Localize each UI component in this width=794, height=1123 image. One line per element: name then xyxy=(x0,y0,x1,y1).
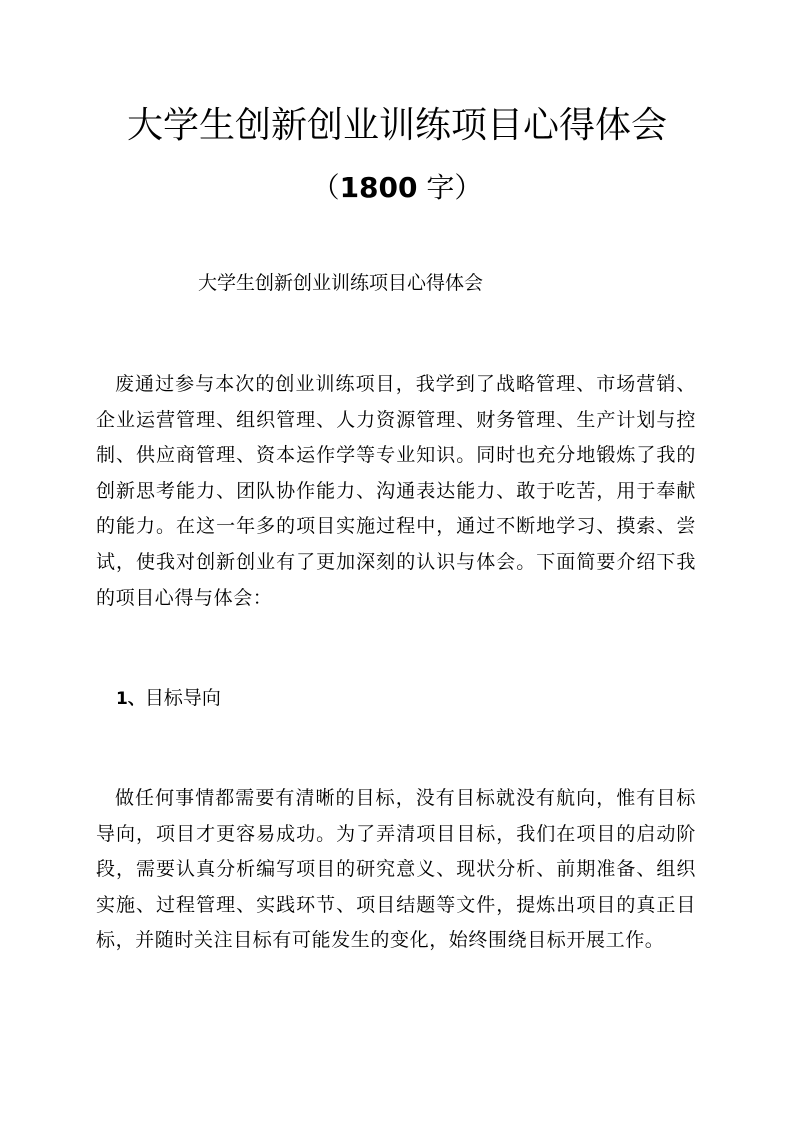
section-number: 1、 xyxy=(116,689,145,709)
subtitle-open-paren: （ xyxy=(311,171,340,204)
document-title: 大学生创新创业训练项目心得体会 xyxy=(126,105,667,146)
document-subtitle xyxy=(0,166,794,210)
section-heading-main: 大学生创新创业训练项目心得体会 xyxy=(198,272,484,294)
paragraph-intro: 废通过参与本次的创业训练项目，我学到了战略管理、市场营销、企业运营管理、组织管理、人力资源管理、财务管理、生产计划与控制、供应商管理、资本运作学等专业知识。同时也充分地锻炼了我的创新思考能力、团队协作能力、沟通表达能力、敢于吃苦，用于奉献的能力。在这一年多的项目实施过程中，通过不断地学习、摸索、尝试，使我对创新创业有了更加深刻的认识与体会。下面简要介绍下我的项目心得与体会： xyxy=(96,373,696,609)
subtitle-unit: 字） xyxy=(417,171,483,204)
section-heading-goal xyxy=(116,681,221,716)
subtitle-word-count: 1800 xyxy=(339,171,418,204)
section-title: 目标导向 xyxy=(144,687,221,709)
paragraph-goal: 做任何事情都需要有清晰的目标，没有目标就没有航向，惟有目标导向，项目才更容易成功。为了弄清项目目标，我们在项目的启动阶段，需要认真分析编写项目的研究意义、现状分析、前期准备、组织实施、过程管理、实践环节、项目结题等文件，提炼出项目的真正目标，并随时关注目标有可能发生的变化，始终围绕目标开展工作。 xyxy=(96,787,696,952)
